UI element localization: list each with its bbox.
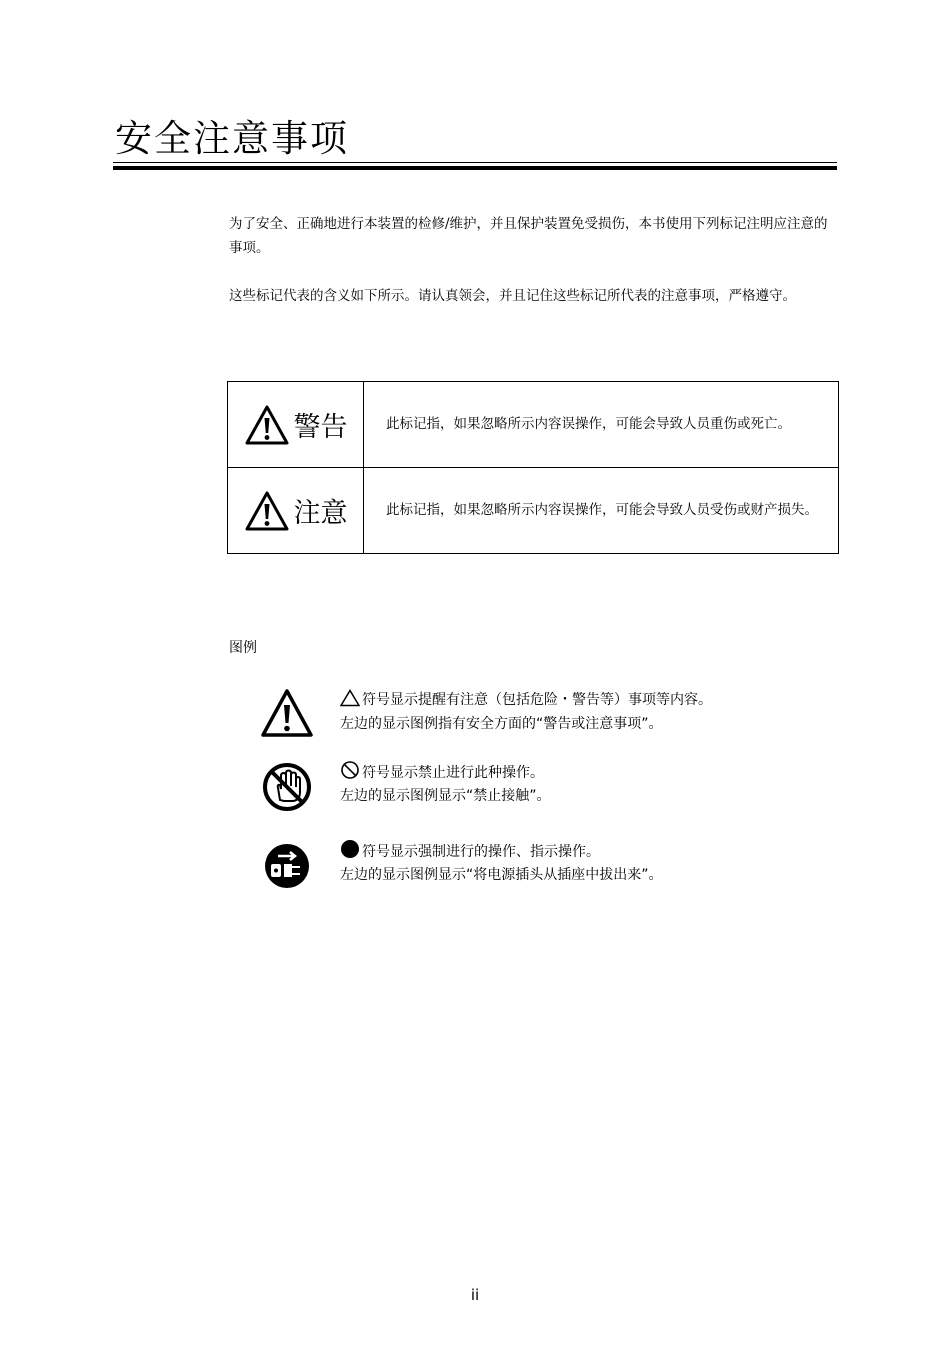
page-number: ii [470, 1286, 480, 1304]
caution-triangle-icon [260, 688, 314, 742]
no-touch-icon [260, 760, 314, 814]
caution-description: 此标记指，如果忽略所示内容误操作，可能会导致人员受伤或财产损失。 [364, 468, 839, 554]
legend-prohibit-line2-suffix: 。 [536, 788, 551, 804]
legend-caution-line1: 符号显示提醒有注意（包括危险・警告等）事项等内容。 [362, 692, 712, 708]
signal-word-table [227, 381, 839, 554]
unplug-icon [260, 839, 314, 893]
prohibit-symbol-icon [340, 760, 360, 780]
intro-paragraph-2: 这些标记代表的含义如下所示。请认真领会，并且记住这些标记所代表的注意事项，严格遵守。 [229, 288, 796, 304]
intro-paragraph-1: 为了安全、正确地进行本装置的检修/维护，并且保护装置免受损伤，本书使用下列标记注明应注意的事项。 [229, 216, 828, 256]
table-row [228, 468, 839, 554]
warning-triangle-icon [244, 490, 290, 532]
legend-caution-line2-quote: “警告或注意事项” [536, 716, 649, 732]
triangle-symbol-icon [340, 689, 360, 707]
caution-label: 注意 [293, 498, 348, 529]
legend-prohibit-line2-quote: “禁止接触” [466, 788, 537, 804]
title-rule-thin [113, 162, 837, 163]
legend-item-prohibit [260, 760, 820, 816]
warning-description: 此标记指，如果忽略所示内容误操作，可能会导致人员重伤或死亡。 [364, 382, 839, 468]
filled-circle-symbol-icon [340, 839, 360, 859]
caution-sign [228, 490, 363, 532]
legend-item-mandatory [260, 839, 820, 895]
legend-caution-line2-suffix: 。 [648, 716, 663, 732]
legend-mandatory-line2-quote: “将电源插头从插座中拔出来” [466, 867, 649, 883]
legend-mandatory-line2-prefix: 左边的显示图例显示 [340, 867, 466, 883]
warning-sign [228, 404, 363, 446]
legend-mandatory-line2-suffix: 。 [648, 867, 663, 883]
page-title: 安全注意事项 [115, 117, 349, 160]
warning-triangle-icon [244, 404, 290, 446]
legend-mandatory-line1: 符号显示强制进行的操作、指示操作。 [362, 844, 600, 860]
warning-label: 警告 [293, 412, 348, 443]
title-rule-thick [113, 166, 837, 170]
legend-item-caution [260, 688, 820, 744]
legend-prohibit-line1: 符号显示禁止进行此种操作。 [362, 765, 544, 781]
legend-prohibit-line2-prefix: 左边的显示图例显示 [340, 788, 466, 804]
legend-title: 图例 [229, 640, 257, 656]
legend-caution-line2-prefix: 左边的显示图例指有安全方面的 [340, 716, 536, 732]
table-row [228, 382, 839, 468]
